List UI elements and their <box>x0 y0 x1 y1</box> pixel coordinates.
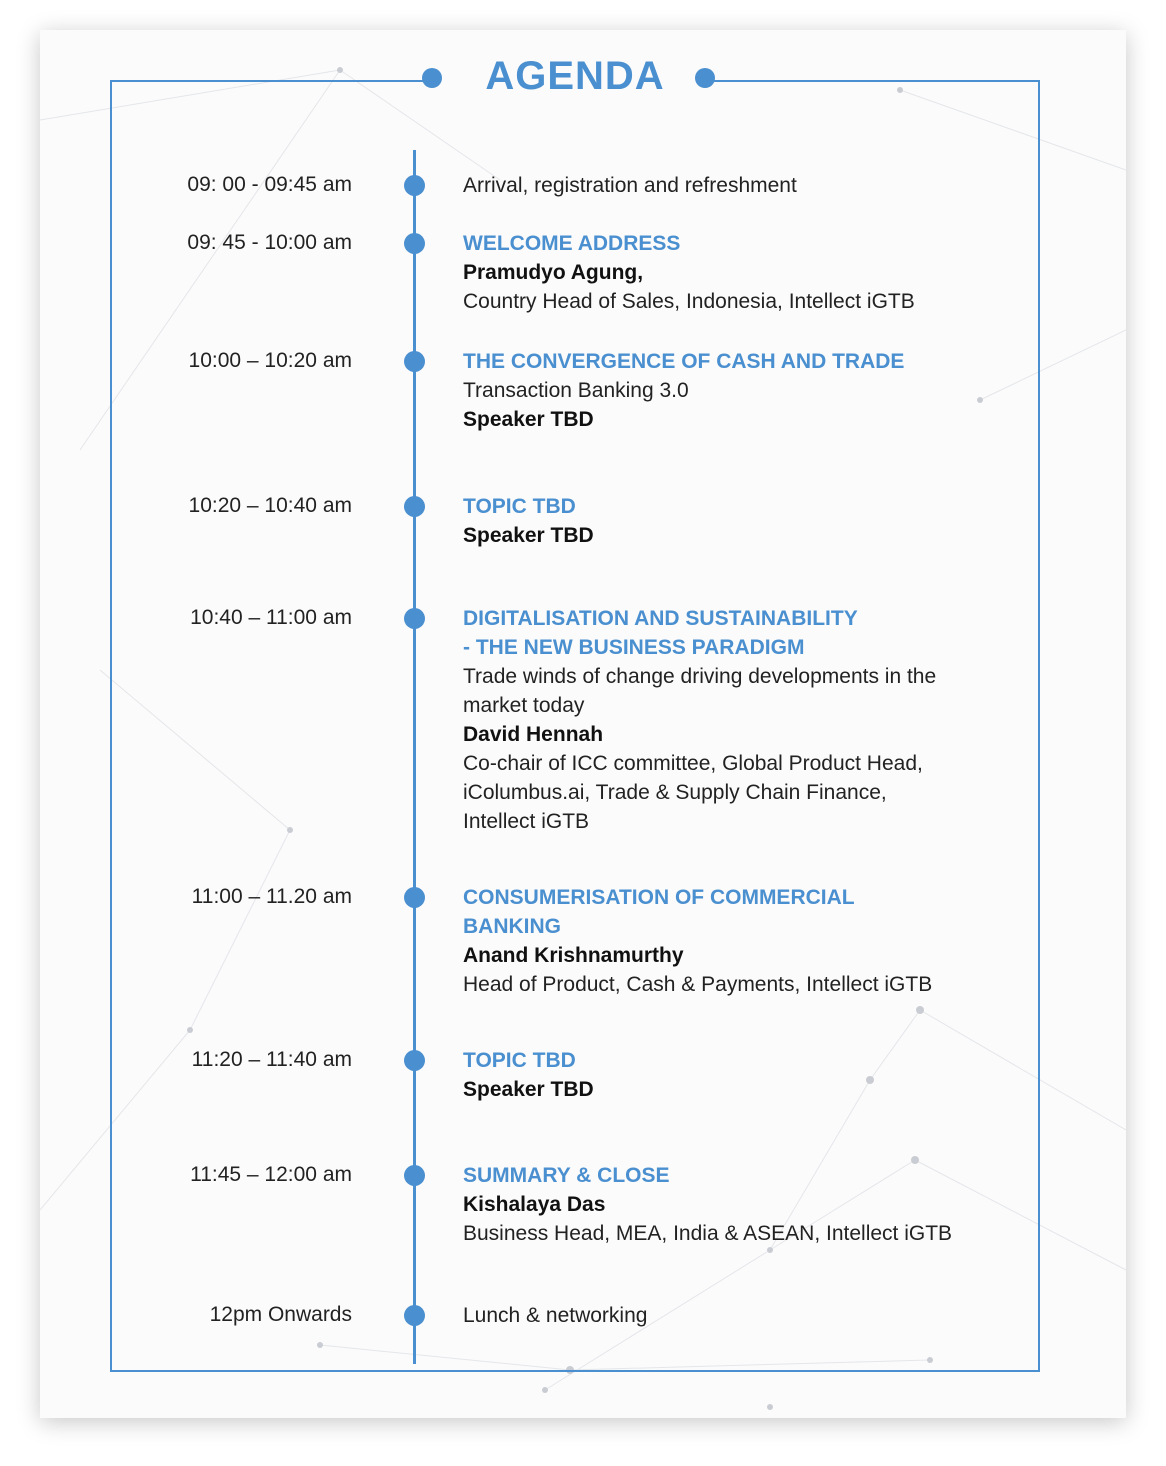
session-text: Arrival, registration and refreshment <box>463 174 797 197</box>
speaker-name: Anand Krishnamurthy <box>463 944 684 967</box>
agenda-page <box>40 30 1126 1418</box>
speaker-name: Speaker TBD <box>463 524 594 547</box>
agenda-item-content <box>463 1161 1043 1248</box>
session-title: THE CONVERGENCE OF CASH AND TRADE <box>463 350 905 373</box>
speaker-name: Pramudyo Agung, <box>463 261 644 284</box>
agenda-time: 09: 00 - 09:45 am <box>187 173 352 196</box>
agenda-time: 11:00 – 11.20 am <box>191 885 352 908</box>
timeline-dot <box>404 175 425 196</box>
session-text: Business Head, MEA, India & ASEAN, Intellect iGTB <box>463 1222 953 1245</box>
session-title: WELCOME ADDRESS <box>463 232 681 255</box>
timeline-dot <box>404 496 425 517</box>
timeline-dot <box>404 351 425 372</box>
session-title: TOPIC TBD <box>463 495 576 518</box>
timeline-dot <box>404 1165 425 1186</box>
session-title: TOPIC TBD <box>463 1049 576 1072</box>
session-title: SUMMARY & CLOSE <box>463 1164 670 1187</box>
agenda-time: 12pm Onwards <box>209 1303 352 1326</box>
session-text: Lunch & networking <box>463 1304 648 1327</box>
session-text: Transaction Banking 3.0 <box>463 379 689 402</box>
timeline-dot <box>404 233 425 254</box>
session-text: market today <box>463 694 585 717</box>
agenda-time: 10:00 – 10:20 am <box>188 349 352 372</box>
speaker-name: David Hennah <box>463 723 604 746</box>
agenda-item-content <box>463 883 1043 999</box>
session-title: DIGITALISATION AND SUSTAINABILITY <box>463 607 858 630</box>
session-text: iColumbus.ai, Trade & Supply Chain Finance, <box>463 781 887 804</box>
speaker-name: Kishalaya Das <box>463 1193 606 1216</box>
frame-top-right <box>706 80 1038 82</box>
agenda-item-content <box>463 347 1043 434</box>
timeline-dot <box>404 1050 425 1071</box>
page-title: AGENDA <box>485 54 665 98</box>
agenda-time: 09: 45 - 10:00 am <box>187 231 352 254</box>
session-text: Head of Product, Cash & Payments, Intellect iGTB <box>463 973 933 996</box>
timeline-dot <box>404 887 425 908</box>
session-title: CONSUMERISATION OF COMMERCIAL <box>463 886 855 909</box>
agenda-item-content <box>463 604 1043 836</box>
session-title: BANKING <box>463 915 561 938</box>
speaker-name: Speaker TBD <box>463 1078 594 1101</box>
session-text: Country Head of Sales, Indonesia, Intellect iGTB <box>463 290 915 313</box>
agenda-time: 10:20 – 10:40 am <box>188 494 352 517</box>
agenda-item-content <box>463 171 1043 200</box>
timeline-dot <box>404 608 425 629</box>
agenda-time: 11:20 – 11:40 am <box>191 1048 352 1071</box>
frame-top-left <box>110 80 432 82</box>
session-text: Intellect iGTB <box>463 810 590 833</box>
agenda-item-content <box>463 1046 1043 1104</box>
speaker-name: Speaker TBD <box>463 408 594 431</box>
title-dot-left <box>422 68 442 88</box>
agenda-item-content <box>463 1301 1043 1330</box>
agenda-time: 10:40 – 11:00 am <box>190 606 352 629</box>
agenda-item-content <box>463 492 1043 550</box>
timeline-dot <box>404 1305 425 1326</box>
agenda-item-content <box>463 229 1043 316</box>
session-title: - THE NEW BUSINESS PARADIGM <box>463 636 805 659</box>
session-text: Co-chair of ICC committee, Global Product Head, <box>463 752 923 775</box>
session-text: Trade winds of change driving developments in the <box>463 665 937 688</box>
agenda-time: 11:45 – 12:00 am <box>190 1163 352 1186</box>
